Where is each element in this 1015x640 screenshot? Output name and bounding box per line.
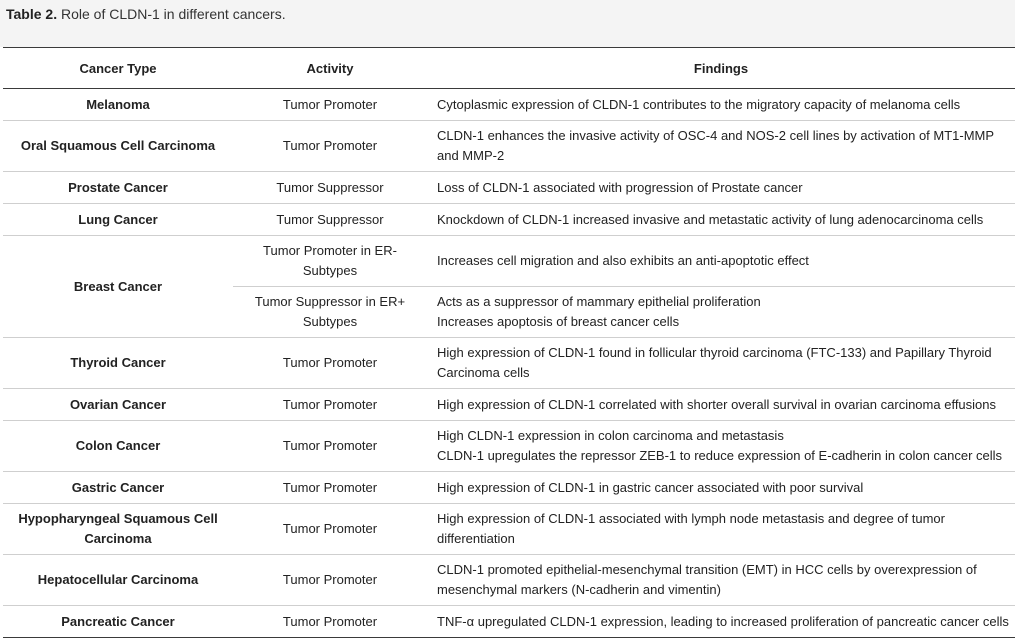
cancer-type-cell: Prostate Cancer — [3, 172, 233, 204]
findings-cell — [427, 555, 1015, 606]
findings-cell — [427, 504, 1015, 555]
cancer-type-cell: Colon Cancer — [3, 421, 233, 472]
activity-cell: Tumor Promoter — [233, 89, 427, 121]
header-activity: Activity — [233, 48, 427, 89]
cancer-type-cell: Breast Cancer — [3, 236, 233, 338]
findings-cell — [427, 236, 1015, 287]
activity-cell: Tumor Promoter in ER- Subtypes — [233, 236, 427, 287]
table-row — [3, 421, 1015, 472]
finding-line: CLDN-1 upregulates the repressor ZEB-1 to reduce expression of E-cadherin in colon cancer cells — [437, 448, 1003, 463]
table-row — [3, 338, 1015, 389]
activity-cell: Tumor Promoter — [233, 421, 427, 472]
finding-line: CLDN-1 promoted epithelial-mesenchymal transition (EMT) in HCC cells by overexpression of mesenchymal markers (N-cadherin and vimentin) — [437, 562, 977, 597]
activity-cell: Tumor Promoter — [233, 606, 427, 638]
findings-cell — [427, 204, 1015, 236]
activity-cell: Tumor Promoter — [233, 472, 427, 504]
finding-line: Knockdown of CLDN-1 increased invasive and metastatic activity of lung adenocarcinoma cells — [437, 211, 984, 227]
caption-label: Table 2. — [6, 6, 58, 22]
finding-line: High expression of CLDN-1 found in follicular thyroid carcinoma (FTC-133) and Papillary Thyroid Carcinoma cells — [437, 345, 992, 380]
activity-cell: Tumor Suppressor in ER+ Subtypes — [233, 287, 427, 338]
activity-cell: Tumor Promoter — [233, 504, 427, 555]
caption-bar — [0, 0, 1015, 47]
findings-cell — [427, 89, 1015, 121]
finding-line: Cytoplasmic expression of CLDN-1 contributes to the migratory capacity of melanoma cells — [437, 96, 961, 112]
finding-line: Acts as a suppressor of mammary epithelial proliferation — [437, 294, 761, 309]
findings-cell — [427, 472, 1015, 504]
header-row — [3, 48, 1015, 89]
finding-line: Loss of CLDN-1 associated with progression of Prostate cancer — [437, 179, 803, 195]
table-caption — [6, 6, 286, 22]
cancer-type-cell: Lung Cancer — [3, 204, 233, 236]
findings-cell — [427, 338, 1015, 389]
table-row — [3, 504, 1015, 555]
finding-line: CLDN-1 enhances the invasive activity of OSC-4 and NOS-2 cell lines by activation of MT1-MMP and MMP-2 — [437, 128, 994, 163]
findings-cell — [427, 421, 1015, 472]
header-findings: Findings — [427, 48, 1015, 89]
activity-cell: Tumor Promoter — [233, 389, 427, 421]
table-row — [3, 172, 1015, 204]
activity-cell: Tumor Promoter — [233, 555, 427, 606]
findings-cell — [427, 121, 1015, 172]
finding-line: High expression of CLDN-1 associated with lymph node metastasis and degree of tumor differentiation — [437, 511, 945, 546]
findings-cell — [427, 606, 1015, 638]
table-row — [3, 472, 1015, 504]
findings-cell — [427, 389, 1015, 421]
cancer-type-cell: Gastric Cancer — [3, 472, 233, 504]
finding-line: Increases apoptosis of breast cancer cells — [437, 314, 680, 329]
findings-cell — [427, 172, 1015, 204]
cancer-type-cell: Thyroid Cancer — [3, 338, 233, 389]
caption-text: Role of CLDN-1 in different cancers. — [57, 6, 286, 22]
table-row — [3, 121, 1015, 172]
cancer-type-cell: Ovarian Cancer — [3, 389, 233, 421]
finding-line: TNF-α upregulated CLDN-1 expression, leading to increased proliferation of pancreatic cancer cells — [437, 613, 1009, 629]
table-row — [3, 236, 1015, 287]
table-row — [3, 555, 1015, 606]
cancer-type-cell: Hepatocellular Carcinoma — [3, 555, 233, 606]
table-row — [3, 606, 1015, 638]
cancer-type-cell: Melanoma — [3, 89, 233, 121]
activity-cell: Tumor Suppressor — [233, 204, 427, 236]
activity-cell: Tumor Promoter — [233, 121, 427, 172]
finding-line: Increases cell migration and also exhibits an anti-apoptotic effect — [437, 253, 809, 268]
cancer-type-cell: Hypopharyngeal Squamous Cell Carcinoma — [3, 504, 233, 555]
table-row — [3, 204, 1015, 236]
finding-line: High CLDN-1 expression in colon carcinoma and metastasis — [437, 428, 784, 443]
header-cancer-type: Cancer Type — [3, 48, 233, 89]
activity-cell: Tumor Suppressor — [233, 172, 427, 204]
finding-line: High expression of CLDN-1 in gastric cancer associated with poor survival — [437, 479, 864, 495]
finding-line: High expression of CLDN-1 correlated with shorter overall survival in ovarian carcinoma effusions — [437, 396, 997, 412]
cldn1-table — [3, 47, 1015, 638]
table-row — [3, 89, 1015, 121]
table-row — [3, 389, 1015, 421]
cancer-type-cell: Pancreatic Cancer — [3, 606, 233, 638]
findings-cell — [427, 287, 1015, 338]
activity-cell: Tumor Promoter — [233, 338, 427, 389]
cancer-type-cell: Oral Squamous Cell Carcinoma — [3, 121, 233, 172]
